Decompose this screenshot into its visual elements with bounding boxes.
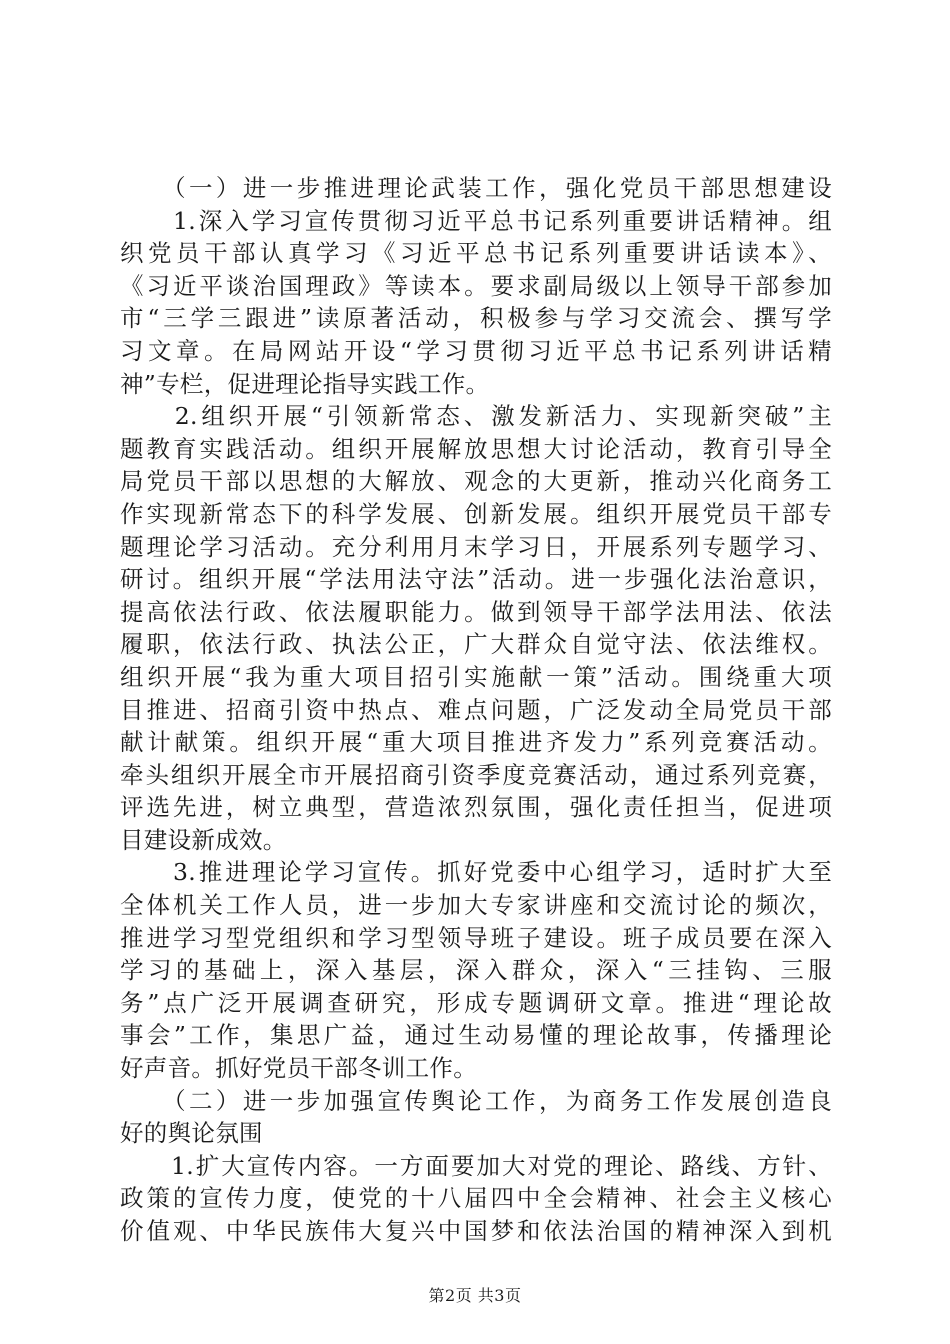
text-line: 织党员干部认真学习《习近平总书记系列重要讲话读本》、 — [120, 239, 832, 268]
text-line: 1.扩大宣传内容。一方面要加大对党的理论、路线、方针、 — [120, 1151, 832, 1180]
text-line: 《习近平谈治国理政》等读本。要求副局级以上领导干部参加 — [120, 271, 832, 300]
text-line: 研讨。组织开展“学法用法守法”活动。进一步强化法治意识， — [120, 565, 832, 594]
text-line: 市“三学三跟进”读原著活动，积极参与学习交流会、撰写学 — [120, 304, 832, 333]
text-line: 好声音。抓好党员干部冬训工作。 — [120, 1054, 477, 1083]
text-line: 献计献策。组织开展“重大项目推进齐发力”系列竞赛活动。 — [120, 728, 832, 757]
text-line: 局党员干部以思想的大解放、观念的大更新，推动兴化商务工 — [120, 467, 832, 496]
text-line: 牵头组织开展全市开展招商引资季度竞赛活动，通过系列竞赛， — [120, 760, 832, 789]
text-line: 学习的基础上，深入基层，深入群众，深入“三挂钩、三服 — [120, 956, 832, 985]
text-line: 提高依法行政、依法履职能力。做到领导干部学法用法、依法 — [120, 597, 832, 626]
text-line: （一）进一步推进理论武装工作，强化党员干部思想建设 — [120, 174, 832, 202]
text-line: 神”专栏，促进理论指导实践工作。 — [120, 369, 490, 398]
text-line: 推进学习型党组织和学习型领导班子建设。班子成员要在深入 — [120, 923, 832, 952]
text-line: 履职，依法行政、执法公正，广大群众自觉守法、依法维权。 — [120, 630, 832, 659]
text-line: 政策的宣传力度，使党的十八届四中全会精神、社会主义核心 — [120, 1184, 832, 1213]
text-line: 题理论学习活动。充分利用月末学习日，开展系列专题学习、 — [120, 532, 832, 561]
text-line: 组织开展“我为重大项目招引实施献一策”活动。围绕重大项 — [120, 662, 832, 691]
text-line: 3.推进理论学习宣传。抓好党委中心组学习，适时扩大至 — [120, 858, 832, 887]
text-line: 目推进、招商引资中热点、难点问题，广泛发动全局党员干部 — [120, 695, 832, 724]
document-body — [120, 172, 832, 1248]
text-line: 评选先进，树立典型，营造浓烈氛围，强化责任担当，促进项 — [120, 793, 832, 822]
text-line: 习文章。在局网站开设“学习贯彻习近平总书记系列讲话精 — [120, 336, 832, 365]
text-line: 事会”工作，集思广益，通过生动易懂的理论故事，传播理论 — [120, 1021, 832, 1050]
text-line: 务”点广泛开展调查研究，形成专题调研文章。推进“理论故 — [120, 988, 832, 1017]
text-line: 好的舆论氛围 — [120, 1119, 263, 1148]
text-line: 目建设新成效。 — [120, 825, 287, 854]
page-footer: 第2页 共3页 — [428, 1286, 522, 1305]
text-line: 题教育实践活动。组织开展解放思想大讨论活动，教育引导全 — [120, 434, 832, 463]
text-line: 作实现新常态下的科学发展、创新发展。组织开展党员干部专 — [120, 499, 832, 528]
text-line: 1.深入学习宣传贯彻习近平总书记系列重要讲话精神。组 — [120, 206, 832, 235]
text-line: 2.组织开展“引领新常态、激发新活力、实现新突破”主 — [120, 402, 832, 431]
text-line: 全体机关工作人员，进一步加大专家讲座和交流讨论的频次， — [120, 891, 832, 920]
text-line: （二）进一步加强宣传舆论工作，为商务工作发展创造良 — [120, 1086, 832, 1115]
text-line: 价值观、中华民族伟大复兴中国梦和依法治国的精神深入到机 — [120, 1217, 832, 1245]
